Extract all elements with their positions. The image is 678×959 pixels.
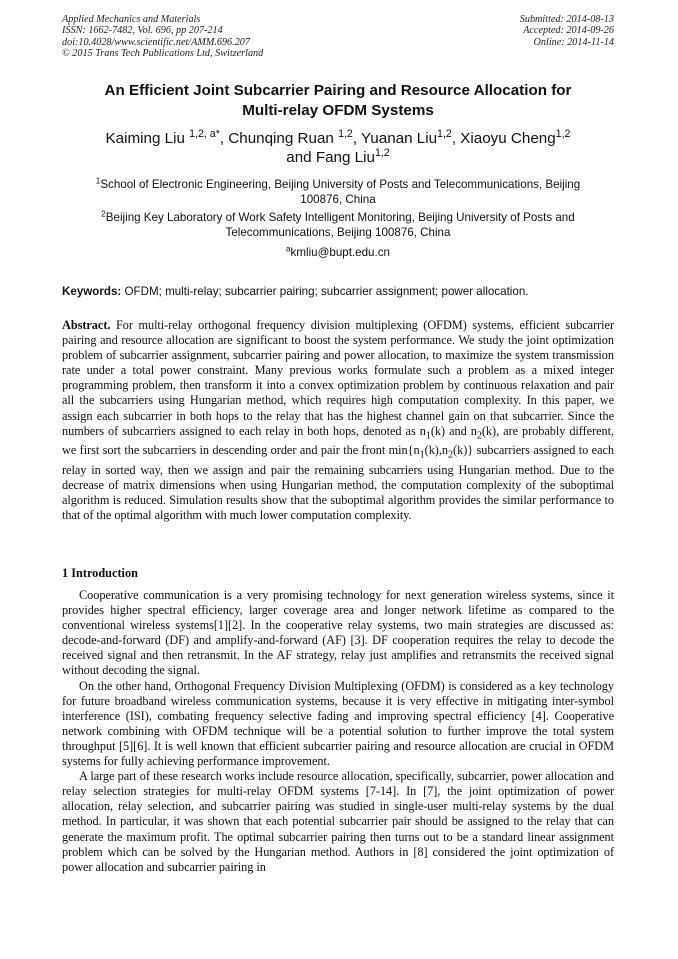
author-name: Kaiming Liu	[105, 130, 190, 147]
author-affiliation-mark: 1,2	[374, 147, 390, 160]
author-affiliation-mark: 1,2	[338, 128, 353, 141]
abstract-text: (k),n	[424, 443, 448, 458]
paper-title-line-1: An Efficient Joint Subcarrier Pairing and Resource Allocation for	[104, 82, 572, 99]
abstract-text: (k), are probably different, we first sort the subcarriers in descending order and pair the front min{n	[62, 423, 615, 458]
author-name: , Xiaoyu Cheng	[451, 130, 556, 147]
submitted-date: Submitted: 2014-08-13	[519, 14, 614, 25]
keywords-label: Keywords:	[62, 285, 122, 298]
email-mark: a	[286, 244, 291, 254]
abstract	[62, 318, 614, 523]
paragraph: On the other hand, Orthogonal Frequency Division Multiplexing (OFDM) is considered as a key technology for future broadband wireless communication systems, because it is very effective in mitigating inter-symbol interference (ISI), combating frequency selective fading and improving spectral efficiency [4]. Cooperative network combining with OFDM technique will be a potential solution to further improve the total system throughput [5][6]. It is well known that efficient subcarrier pairing and resource allocation are crucial in OFDM systems for fully achieving performance improvement.	[62, 678, 614, 769]
abstract-text: (k)} subcarriers assigned to each relay in sorted way, then we assign and pair the remaining subcarriers using Hungarian method. Due to the decrease of matrix dimensions when using Hungarian method, the computation complexity of the suboptimal algorithm is reduced. Simulation results show that the suboptimal algorithm provides the similar performance to that of the optimal algorithm with much lower computation complexity.	[62, 443, 614, 523]
journal-name: Applied Mechanics and Materials	[62, 14, 201, 25]
abstract-label: Abstract.	[62, 318, 111, 332]
affiliation-text: School of Electronic Engineering, Beijing University of Posts and Telecommunications, Beijing	[100, 178, 581, 191]
introduction-body	[62, 588, 614, 875]
affiliation-text: Beijing Key Laboratory of Work Safety Intelligent Monitoring, Beijing University of Posts and	[105, 211, 575, 224]
keywords	[62, 284, 614, 299]
abstract-text: For multi-relay orthogonal frequency division multiplexing (OFDM) systems, efficient subcarrier pairing and resource allocation are significant to boost the system performance. We study the joint optimization problem of subcarrier assignment, subcarrier pairing and power allocation, to maximize the system transmission rate under a total power constraint. Many previous works formulate such a problem as a mixed integer programming problem, then transform it into a convex optimization problem by continuous relaxation and pair all the subcarriers using Hungarian method, which requires high computation complexity. In this paper, we assign each subcarrier in both hops to the relay that has the highest channel gain on that subcarrier. Since the numbers of subcarriers assigned to each relay in both hops, denoted as n	[62, 318, 614, 438]
author-affiliation-mark: 1,2	[437, 128, 452, 141]
author-affiliation-mark: 1,2	[555, 128, 571, 141]
author-name: and Fang Liu	[286, 149, 375, 166]
author-name: , Chunqing Ruan	[219, 130, 339, 147]
paragraph: Cooperative communication is a very promising technology for next generation wireless systems, since it provides higher spectral efficiency, larger coverage area and longer network lifetime as compared to the conventional wireless systems[1][2]. In the cooperative relay systems, two main strategies are discussed as: decode-and-forward (DF) and amplify-and-forward (AF) [3]. DF cooperation requires the relay to decode the received signal and then retransmit. In the AF strategy, relay just amplifies and retransmits the received signal without decoding the signal.	[62, 588, 614, 678]
journal-issn: ISSN: 1662-7482, Vol. 696, pp 207-214	[62, 25, 223, 37]
affiliation-1	[62, 178, 614, 208]
author-line-2	[62, 148, 614, 167]
author-list	[62, 129, 614, 167]
affiliation-2-line-2: Telecommunications, Beijing 100876, China	[225, 225, 451, 239]
affiliation-1-line-2: 100876, China	[300, 192, 376, 206]
paragraph: A large part of these research works include resource allocation, specifically, subcarrier, power allocation and relay selection strategies for multi-relay OFDM systems [7-14]. In [7], the joint optimization of power allocation, relay selection, and subcarrier pairing was studied in single-user multi-relay systems by the dual method. In particular, it was shown that each potential subcarrier pair should be assigned to the relay that can generate the maximum profit. The optimal subcarrier pairing then turns out to be a standard linear assignment problem which can be solved by the Hungarian method. Authors in [8] considered the joint optimization of power allocation and subcarrier pairing in	[62, 769, 614, 874]
subscript: 1	[425, 430, 431, 442]
online-date: Online: 2014-11-14	[533, 36, 614, 48]
affiliation-mark: 2	[101, 209, 106, 219]
keywords-text: OFDM; multi-relay; subcarrier pairing; subcarrier assignment; power allocation.	[121, 285, 529, 298]
subscript: 2	[476, 430, 482, 442]
accepted-date: Accepted: 2014-09-26	[523, 25, 614, 37]
subscript: 1	[419, 449, 425, 461]
affiliation-2-line-1	[62, 211, 614, 226]
journal-header-right	[520, 14, 614, 48]
paper-title	[62, 81, 614, 121]
journal-doi: doi:10.4028/www.scientific.net/AMM.696.207	[62, 36, 250, 48]
affiliation-mark: 1	[95, 176, 101, 186]
affiliation-1-line-1	[62, 178, 614, 193]
email-address: kmliu@bupt.edu.cn	[290, 246, 390, 259]
author-affiliation-mark: 1,2, a*	[189, 128, 220, 141]
abstract-text: (k) and n	[430, 423, 477, 438]
subscript: 2	[447, 449, 454, 461]
paper-title-line-2: Multi-relay OFDM Systems	[242, 102, 434, 119]
corresponding-email	[62, 246, 614, 261]
section-heading-introduction: 1 Introduction	[62, 566, 138, 580]
author-name: , Yuanan Liu	[352, 130, 438, 147]
journal-header-left	[62, 14, 263, 59]
affiliation-2	[62, 211, 614, 241]
author-line-1	[62, 129, 614, 148]
journal-copyright: © 2015 Trans Tech Publications Ltd, Switzerland	[62, 47, 264, 59]
